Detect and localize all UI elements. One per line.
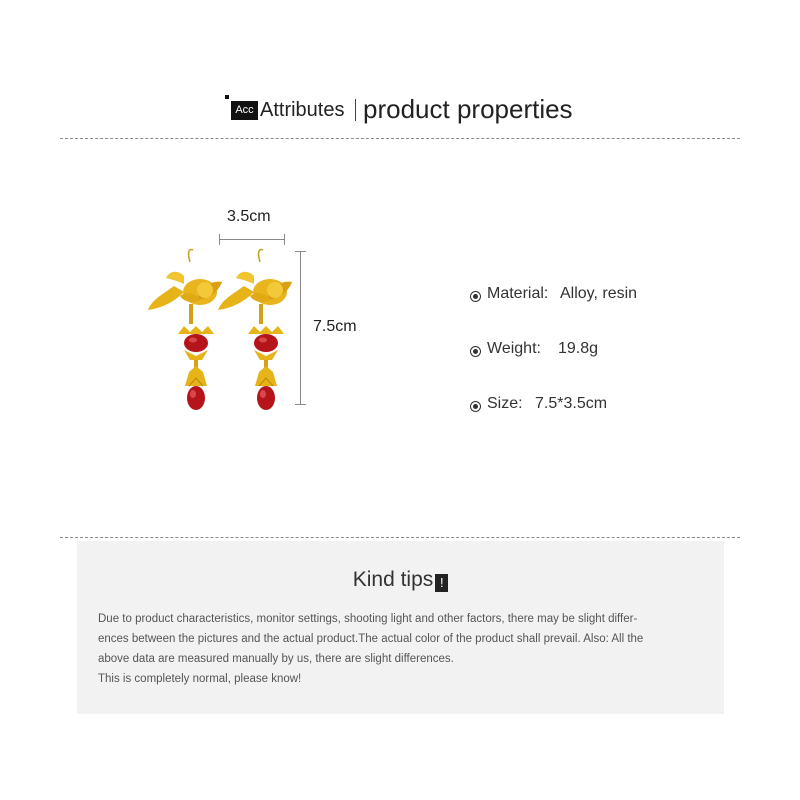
spec-label: Size: [487, 395, 523, 412]
earring-left [148, 250, 222, 411]
tips-text [98, 609, 708, 689]
tips-line: ences between the pictures and the actual product.The actual color of the product shall prevail. Also: All the [98, 633, 644, 645]
header-separator [355, 99, 356, 121]
tips-line: This is completely normal, please know! [98, 673, 302, 685]
section-header [0, 92, 800, 128]
spec-value: 19.8g [558, 340, 599, 357]
bullet-icon [470, 291, 481, 302]
spec-value: 7.5*3.5cm [535, 395, 608, 412]
height-dimension-line [300, 251, 301, 404]
page-title: product properties [363, 94, 573, 124]
product-figure [140, 200, 380, 420]
header-dot [225, 95, 229, 99]
width-label: 3.5cm [227, 208, 271, 225]
spec-label: Material: [487, 285, 549, 302]
exclamation-icon: ! [435, 574, 448, 592]
spec-label: Weight: [487, 340, 541, 357]
spec-value: Alloy, resin [560, 285, 638, 302]
tips-title: Kind tips [352, 568, 434, 591]
tips-line: above data are measured manually by us, there are slight differences. [98, 653, 454, 665]
earring-right [218, 250, 292, 411]
bullet-icon [470, 401, 481, 412]
tips-heading [77, 568, 724, 592]
kind-tips-panel [77, 541, 724, 714]
attributes-label: Attributes [260, 99, 345, 121]
earrings-image [140, 200, 300, 420]
divider-top [60, 138, 740, 139]
acc-badge: Acc [231, 101, 258, 120]
height-label: 7.5cm [313, 318, 357, 335]
tips-line: Due to product characteristics, monitor settings, shooting light and other factors, there may be slight differ- [98, 613, 638, 625]
bullet-icon [470, 346, 481, 357]
divider-bottom [60, 537, 740, 538]
